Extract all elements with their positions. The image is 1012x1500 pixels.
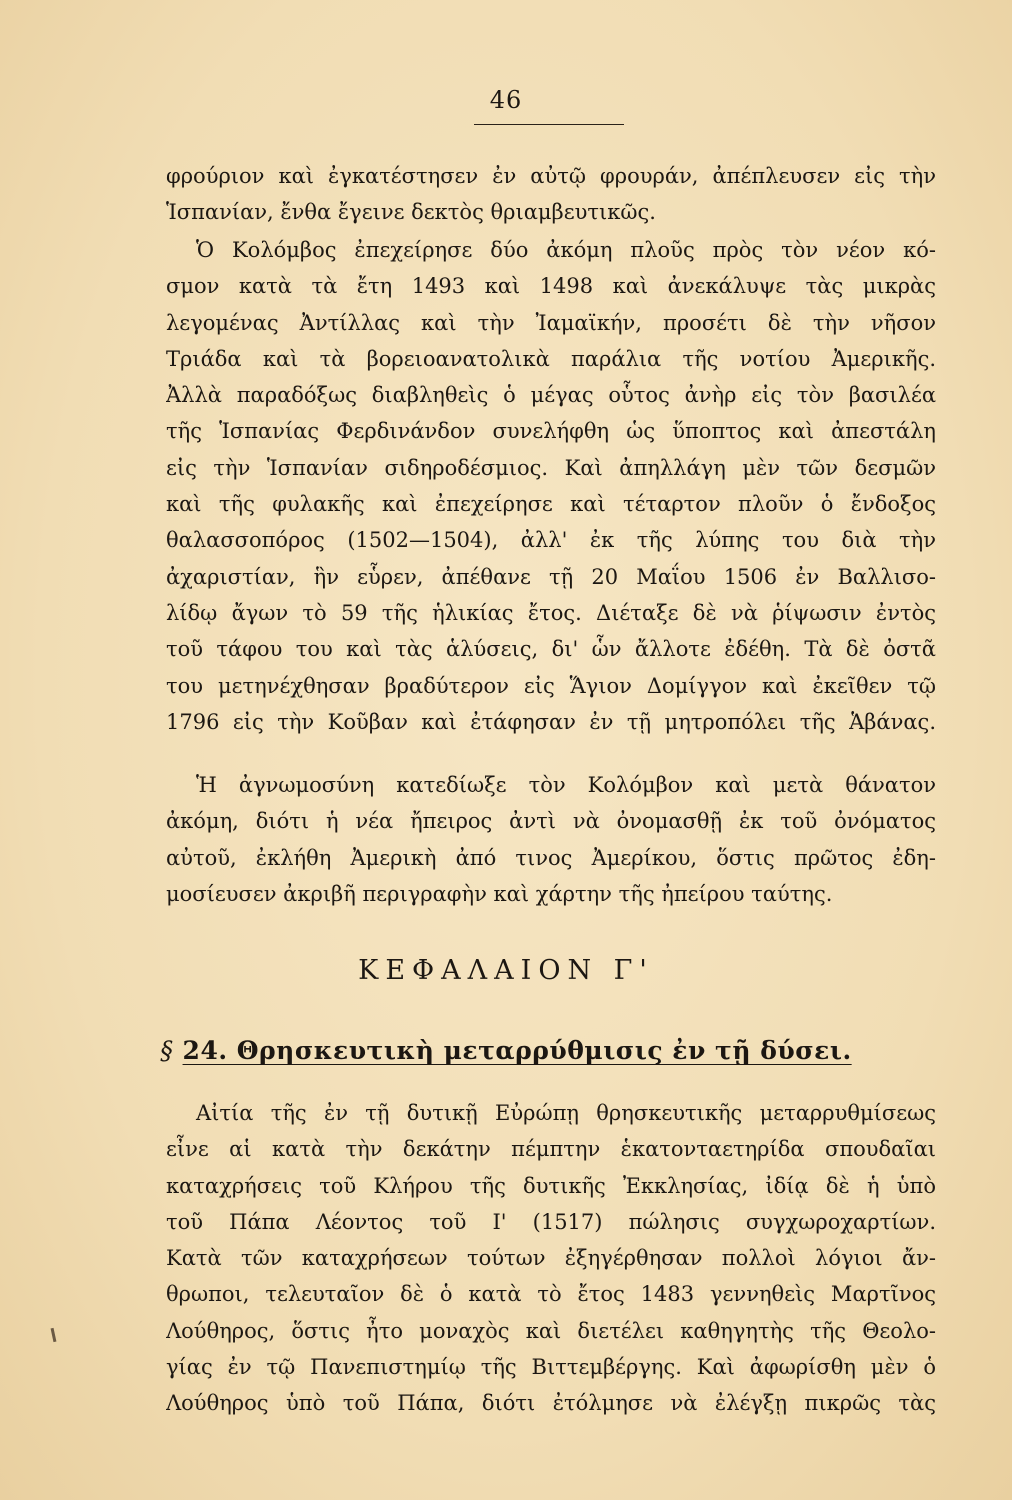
text-line: Κατὰ τῶν καταχρήσεων τούτων ἐξηγέρθησαν πολλοὶ λόγιοι ἄν- [166, 1246, 936, 1271]
section-mark: § [160, 1036, 174, 1065]
text-line: Τριάδα καὶ τὰ βορειοανατολικὰ παράλια τῆς νοτίου Ἀμερικῆς. [166, 346, 936, 371]
section-heading [0, 1036, 1012, 1065]
text-line: λεγομένας Ἀντίλλας καὶ τὴν Ἰαμαϊκήν, προσέτι δὲ τὴν νῆσον [166, 310, 936, 335]
text-line: 1796 εἰς τὴν Κοῦβαν καὶ ἐτάφησαν ἐν τῇ μητροπόλει τῆς Ἁβάνας. [166, 709, 936, 734]
paragraph-ingratitude [166, 767, 936, 912]
text-line: εἰς τὴν Ἱσπανίαν σιδηροδέσμιος. Καὶ ἀπηλλάγη μὲν τῶν δεσμῶν [166, 455, 936, 480]
page-number-rule [474, 124, 624, 125]
text-line: Ἀλλὰ παραδόξως διαβληθεὶς ὁ μέγας οὗτος ἀνὴρ εἰς τὸν βασιλέα [166, 383, 936, 408]
text-line: τῆς Ἱσπανίας Φερδινάνδον συνελήφθη ὡς ὕποπτος καὶ ἀπεστάλη [166, 419, 936, 444]
text-line: ἀκόμη, διότι ἡ νέα ἤπειρος ἀντὶ νὰ ὀνομασθῇ ἐκ τοῦ ὀνόματος [166, 809, 936, 834]
text-line: φρούριον καὶ ἐγκατέστησεν ἐν αὐτῷ φρουράν, ἀπέπλευσεν εἰς τὴν [166, 164, 936, 188]
text-line: ἀχαριστίαν, ἣν εὗρεν, ἀπέθανε τῇ 20 Μαΐου 1506 ἐν Βαλλισο- [166, 564, 936, 589]
chapter-heading: ΚΕΦΑΛΑΙΟΝ Γ' [358, 955, 654, 986]
text-line: αὐτοῦ, ἐκλήθη Ἀμερικὴ ἀπό τινος Ἀμερίκου, ὅστις πρῶτος ἐδη- [166, 845, 936, 870]
text-line: του μετηνέχθησαν βραδύτερον εἰς Ἅγιον Δομίγγον καὶ ἐκεῖθεν τῷ [166, 673, 936, 698]
text-line: θαλασσοπόρος (1502—1504), ἀλλ' ἐκ τῆς λύπης του διὰ τὴν [166, 528, 936, 553]
text-line: Ἡ ἀγνωμοσύνη κατεδίωξε τὸν Κολόμβον καὶ μετὰ θάνατον [196, 773, 936, 797]
text-line: τοῦ τάφου του καὶ τὰς ἁλύσεις, δι' ὧν ἄλλοτε ἐδέθη. Τὰ δὲ ὀστᾶ [166, 637, 936, 662]
text-line: τοῦ Πάπα Λέοντος τοῦ Ι' (1517) πώλησις συγχωροχαρτίων. [166, 1209, 936, 1234]
text-line: εἶνε αἱ κατὰ τὴν δεκάτην πέμπτην ἑκατονταετηρίδα σπουδαῖαι [166, 1137, 936, 1162]
text-line: Ὁ Κολόμβος ἐπεχείρησε δύο ἀκόμη πλοῦς πρὸς τὸν νέον κό- [196, 238, 936, 262]
text-line: γίας ἐν τῷ Πανεπιστημίῳ τῆς Βιττεμβέργης. Καὶ ἀφωρίσθη μὲν ὁ [166, 1355, 936, 1380]
text-line: θρωποι, τελευταῖον δὲ ὁ κατὰ τὸ ἔτος 1483 γεννηθεὶς Μαρτῖνος [166, 1282, 936, 1307]
paragraph-reformation [166, 1095, 936, 1422]
page-number: 46 [489, 86, 523, 114]
paragraph-continuation [166, 158, 936, 231]
text-line: σμον κατὰ τὰ ἔτη 1493 καὶ 1498 καὶ ἀνεκάλυψε τὰς μικρὰς [166, 274, 936, 299]
section-title: 24. Θρησκευτικὴ μεταρρύθμισις ἐν τῇ δύσει. [182, 1036, 852, 1065]
text-line: Λούθηρος ὑπὸ τοῦ Πάπα, διότι ἐτόλμησε νὰ ἐλέγξῃ πικρῶς τὰς [166, 1391, 936, 1416]
text-line: καὶ τῆς φυλακῆς καὶ ἐπεχείρησε καὶ τέταρτον πλοῦν ὁ ἔνδοξος [166, 492, 936, 517]
text-line: Λούθηρος, ὅστις ἦτο μοναχὸς καὶ διετέλει καθηγητὴς τῆς Θεολο- [166, 1318, 936, 1343]
paragraph-columbus-voyages [166, 232, 936, 740]
text-line: Αἰτία τῆς ἐν τῇ δυτικῇ Εὐρώπῃ θρησκευτικῆς μεταρρυθμίσεως [196, 1101, 936, 1125]
margin-mark [51, 1328, 57, 1342]
text-line: μοσίευσεν ἀκριβῆ περιγραφὴν καὶ χάρτην τῆς ἠπείρου ταύτης. [166, 881, 833, 906]
text-line: Ἱσπανίαν, ἔνθα ἔγεινε δεκτὸς θριαμβευτικῶς. [166, 200, 656, 225]
text-line: λίδῳ ἄγων τὸ 59 τῆς ἡλικίας ἔτος. Διέταξε δὲ νὰ ῥίψωσιν ἐντὸς [166, 600, 936, 625]
text-line: καταχρήσεις τοῦ Κλήρου τῆς δυτικῆς Ἐκκλησίας, ἰδίᾳ δὲ ἡ ὑπὸ [166, 1173, 936, 1198]
